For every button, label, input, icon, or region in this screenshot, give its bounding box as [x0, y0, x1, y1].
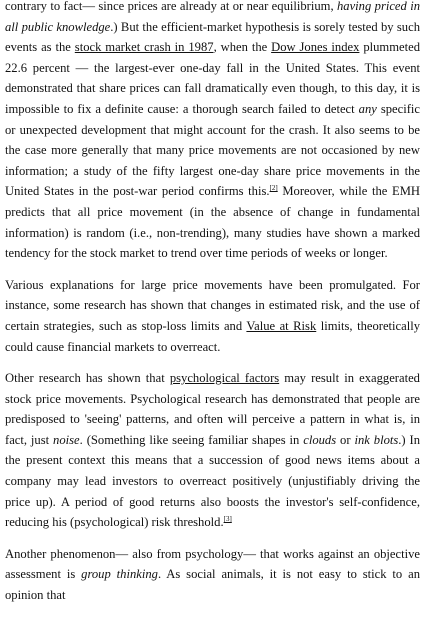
emphasis-text: having priced in all public knowledge	[5, 0, 420, 34]
emphasis-text: any	[358, 101, 377, 116]
footnote-reference[interactable]: [3]	[223, 515, 232, 524]
text-run: .) In the present context this means that a succession of good news items about a company may lead investors to overreact positively (unjustifiably driving the price up). A period of good returns also boosts the investor's self-confidence, reducing his (psychological) risk threshold.	[5, 432, 421, 530]
text-run: Moreover, while the EMH predicts that all price movement (in the absence of change in fundamental information) is random (i.e., non-trending), many studies have shown a marked tendency for the stock market to trend over time periods of weeks or longer.	[5, 184, 420, 261]
paragraph-price-movements	[5, 275, 420, 357]
text-run: may result in exaggerated stock price movements. Psychological research has demonstrated that people are predisposed to 'seeing' patterns, and often will perceive a pattern in what is, in fact, just	[5, 371, 420, 447]
paragraph-group-thinking	[5, 544, 420, 606]
emphasis-text: group thinking	[81, 567, 158, 582]
text-run: contrary to fact— since prices are already at or near equilibrium,	[5, 0, 337, 13]
emphasis-text: clouds	[303, 432, 337, 447]
text-run: plummeted 22.6 percent — the largest-ever one-day fall in the United States. This event demonstrated that share prices can fall dramatically even though, to this day, it is impossible to fix a definite cause: a thorough search failed to detect	[5, 40, 420, 116]
text-run: or	[336, 432, 355, 447]
text-run: Other research has shown that	[5, 371, 170, 386]
text-run: Another phenomenon— also from psychology— that works against an objective assessment is	[5, 546, 420, 582]
text-run: , when the	[213, 40, 272, 55]
text-run: Various explanations for large price movements have been promulgated. For instance, some research has shown that changes in estimated risk, and the use of certain strategies, such as stop-loss limits and	[5, 277, 420, 333]
emphasis-text: noise	[53, 432, 80, 447]
paragraph-efficient-market	[5, 0, 420, 264]
inline-link[interactable]: Dow Jones index	[271, 40, 360, 55]
inline-link[interactable]: psychological factors	[169, 371, 280, 386]
text-run: . (Something like seeing familiar shapes in	[79, 432, 304, 447]
text-run: .) But the efficient-market hypothesis is sorely tested by such events as the	[5, 19, 420, 55]
inline-link[interactable]: stock market crash in 1987	[74, 40, 214, 55]
footnote-reference[interactable]: [2]	[269, 184, 278, 193]
text-run: specific or unexpected development that might account for the crash. It also seems to be the case more generally that many price movements are not occasioned by new information; a study of the fifty largest one-day share price movements in the United States in the post-war period confirms this.	[5, 101, 420, 199]
text-run: limits, theoretically could cause financial markets to overreact.	[5, 318, 421, 354]
article-body	[5, 0, 420, 617]
text-run: . As social animals, it is not easy to stick to an opinion that	[5, 567, 421, 603]
paragraph-psychological-factors	[5, 368, 420, 533]
inline-link[interactable]: Value at Risk	[246, 318, 317, 333]
emphasis-text: ink blots	[354, 432, 399, 447]
